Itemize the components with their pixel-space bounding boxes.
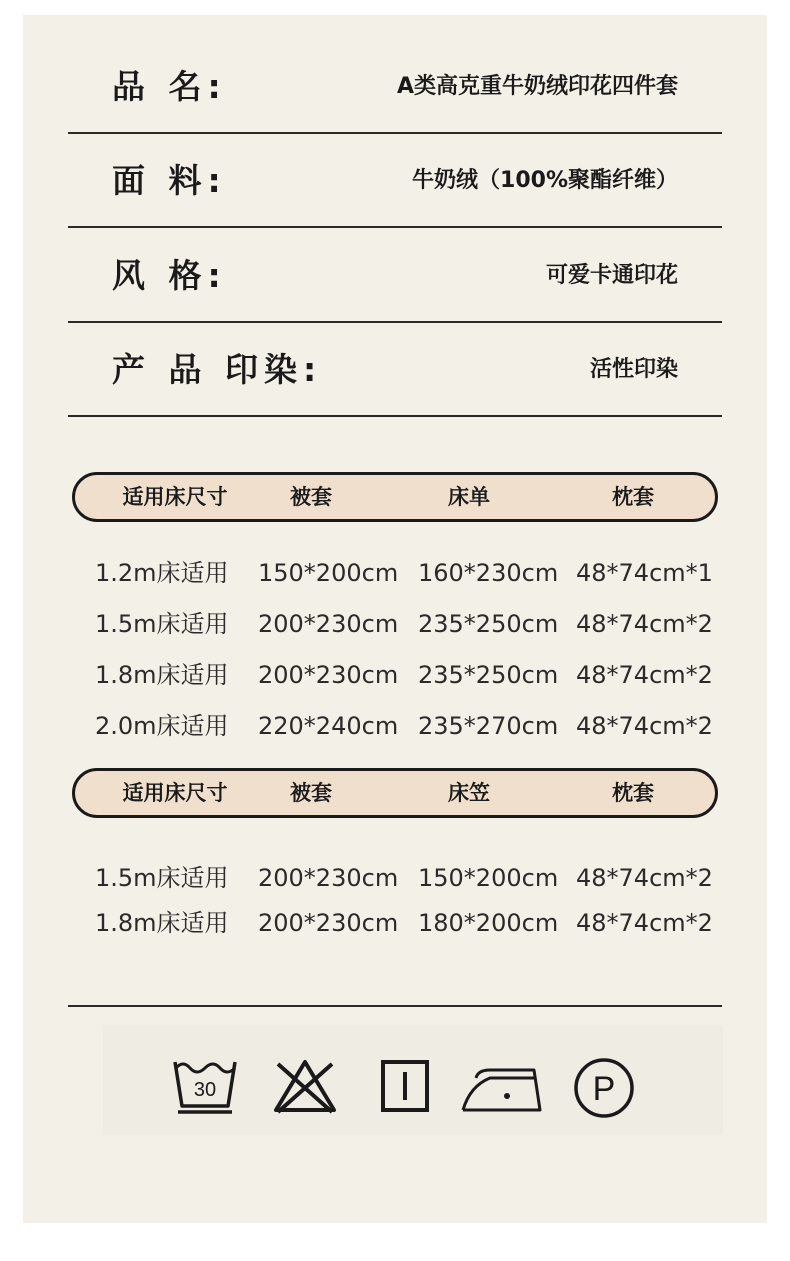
cell-bed-size: 1.8m床适用 [95,909,229,937]
spec-value-name: A类高克重牛奶绒印花四件套 [396,74,678,99]
spec-label-fabric: 面 料: [112,161,227,200]
header-duvet-cover: 被套 [290,485,332,509]
low-iron-icon [460,1056,546,1116]
header-duvet-cover: 被套 [290,781,332,805]
table-row [0,604,790,644]
divider [68,1005,722,1007]
spec-row-fabric [68,134,722,228]
spec-label-dyeing: 产 品 印染: [112,350,323,389]
spec-value-style: 可爱卡通印花 [545,263,678,288]
cell-bed-size: 1.2m床适用 [95,559,229,587]
cell-duvet-cover: 150*200cm [258,559,399,587]
line-dry-icon [380,1056,430,1116]
spec-row-name [68,40,722,134]
cell-duvet-cover: 200*230cm [258,909,399,937]
spec-label-name: 品 名: [112,67,227,106]
cell-bed-sheet: 235*250cm [418,610,559,638]
cell-bed-size: 2.0m床适用 [95,712,229,740]
cell-bed-sheet: 235*250cm [418,661,559,689]
wash-temp-label: 30 [193,1079,217,1101]
header-fitted-sheet: 床笠 [448,781,490,805]
wash-30-icon [172,1056,238,1118]
fitted-table-header [72,768,718,818]
table-row [0,903,790,943]
header-pillowcase: 枕套 [612,781,654,805]
table-row [0,655,790,695]
cell-fitted-sheet: 180*200cm [418,909,559,937]
cell-pillowcase: 48*74cm*2 [576,909,713,937]
cell-duvet-cover: 200*230cm [258,661,399,689]
cell-pillowcase: 48*74cm*2 [576,661,713,689]
spec-value-fabric: 牛奶绒（100%聚酯纤维） [412,168,678,193]
header-pillowcase: 枕套 [612,485,654,509]
spec-value-dyeing: 活性印染 [589,357,678,382]
table-row [0,858,790,898]
table-row [0,706,790,746]
header-bed-size: 适用床尺寸 [122,781,228,805]
cell-duvet-cover: 200*230cm [258,864,399,892]
cell-pillowcase: 48*74cm*1 [576,559,713,587]
cell-duvet-cover: 220*240cm [258,712,399,740]
cell-bed-size: 1.5m床适用 [95,610,229,638]
table-row [0,553,790,593]
cell-bed-size: 1.5m床适用 [95,864,229,892]
spec-row-dyeing [68,323,722,417]
cell-duvet-cover: 200*230cm [258,610,399,638]
cell-pillowcase: 48*74cm*2 [576,712,713,740]
spec-row-style [68,229,722,323]
size-table-header [72,472,718,522]
dry-clean-p-icon [572,1056,636,1120]
cell-bed-sheet: 235*270cm [418,712,559,740]
header-bed-sheet: 床单 [448,485,490,509]
cell-pillowcase: 48*74cm*2 [576,864,713,892]
header-bed-size: 适用床尺寸 [122,485,228,509]
do-not-bleach-icon [272,1056,338,1116]
cell-pillowcase: 48*74cm*2 [576,610,713,638]
dry-clean-letter: P [592,1070,616,1108]
spec-label-style: 风 格: [112,256,227,295]
cell-bed-size: 1.8m床适用 [95,661,229,689]
cell-bed-sheet: 160*230cm [418,559,559,587]
cell-fitted-sheet: 150*200cm [418,864,559,892]
